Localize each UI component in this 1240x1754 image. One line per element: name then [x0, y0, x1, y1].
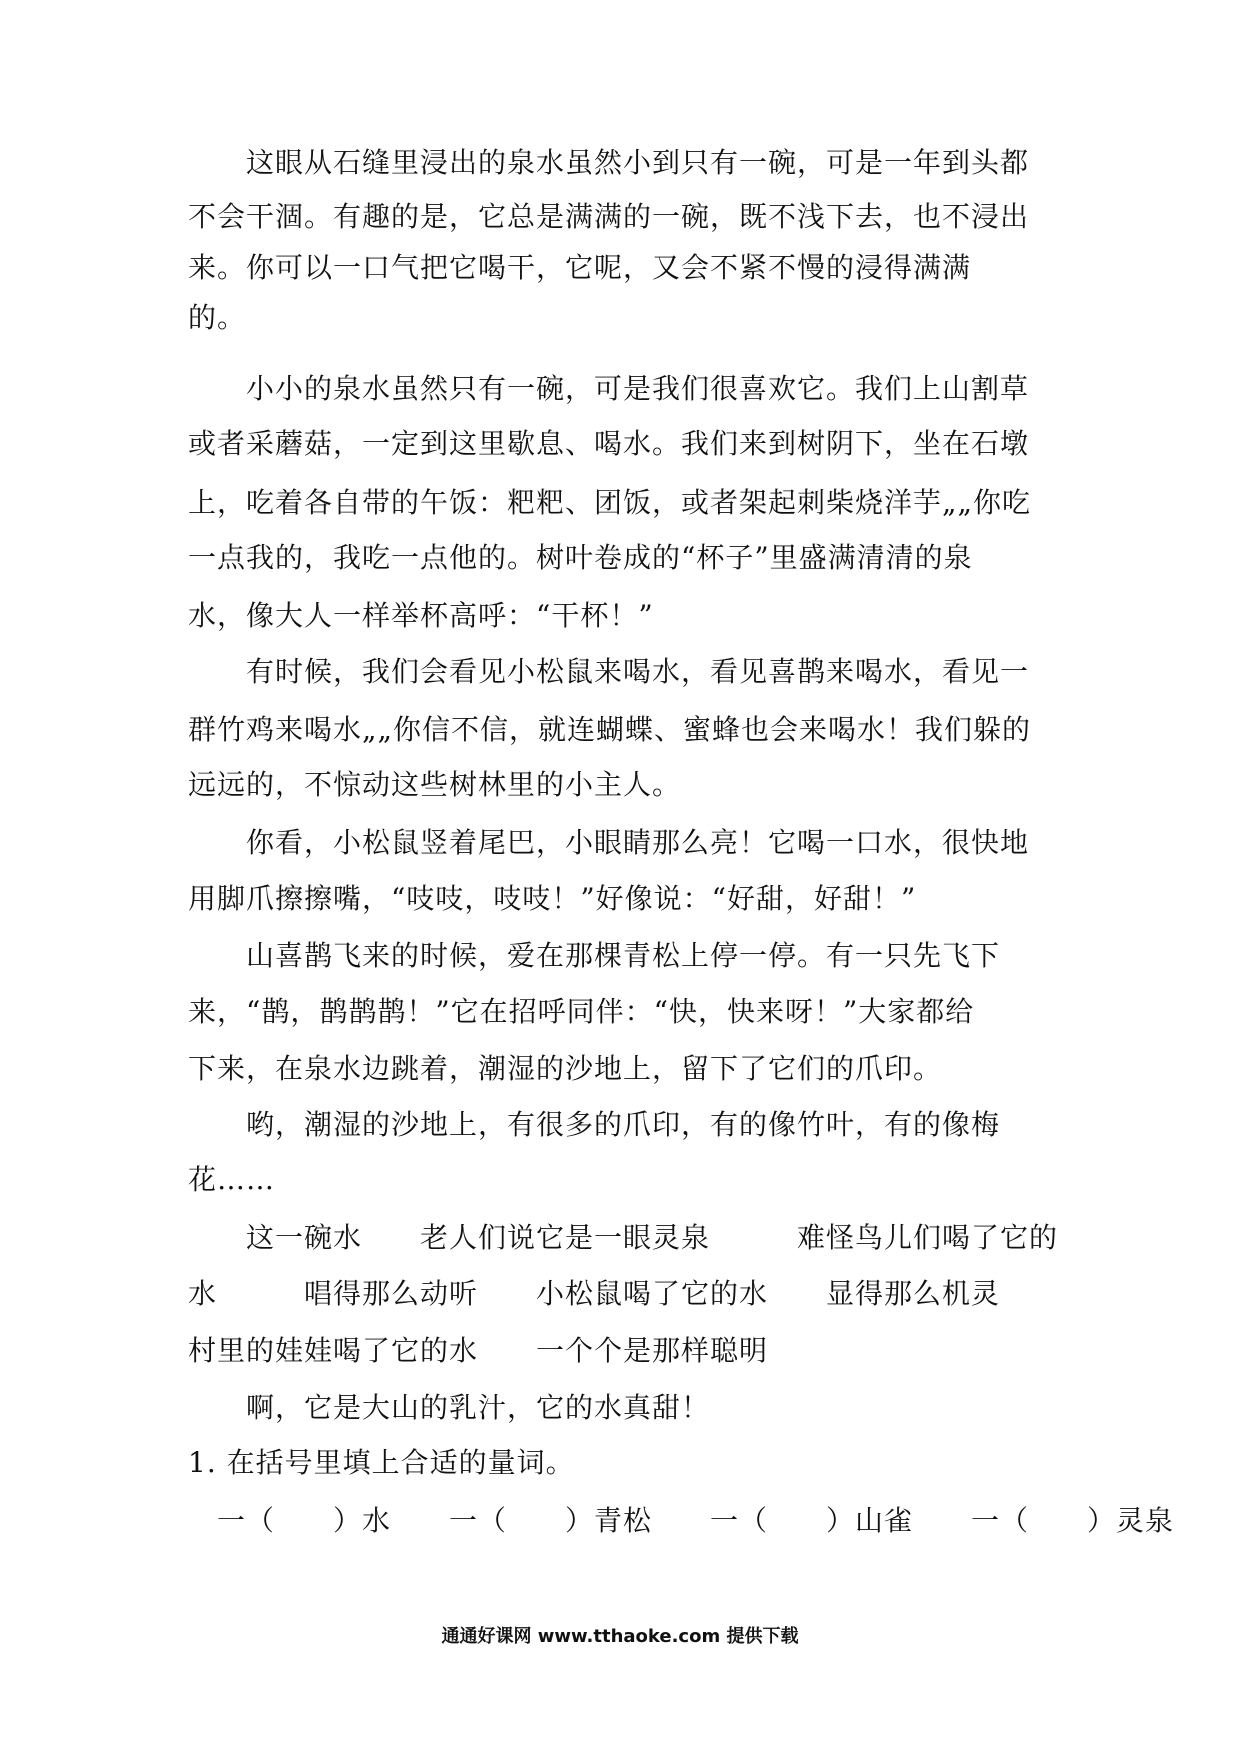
text-line: 上，吃着各自带的午饭：粑粑、团饭，或者架起刺柴烧洋芋„„你吃 — [188, 486, 1032, 519]
text-line: 小小的泉水虽然只有一碗，可是我们很喜欢它。我们上山割草 — [188, 372, 1030, 405]
text-line: 的。 — [188, 301, 247, 334]
footer-watermark: 通通好课网 www.tthaoke.com 提供下载 — [441, 1626, 799, 1647]
text-line: 啊，它是大山的乳汁，它的水真甜！ — [188, 1391, 711, 1424]
text-line: 来。你可以一口气把它喝干，它呢，又会不紧不慢的浸得满满 — [188, 251, 972, 284]
text-line: 不会干涸。有趣的是，它总是满满的一碗，既不浅下去，也不浸出 — [188, 200, 1030, 233]
text-line: 下来，在泉水边跳着，潮湿的沙地上，留下了它们的爪印。 — [188, 1052, 943, 1085]
text-line: 水，像大人一样举杯高呼：“干杯！” — [188, 599, 654, 632]
text-line: 水 唱得那么动听 小松鼠喝了它的水 显得那么机灵 — [188, 1277, 1001, 1310]
text-line: 远远的，不惊动这些树林里的小主人。 — [188, 768, 682, 801]
text-line: 花…… — [188, 1163, 276, 1196]
question-blanks: 一（ ）水 一（ ）青松 一（ ）山雀 一（ ）灵泉 — [188, 1504, 1175, 1537]
text-line: 用脚爪擦擦嘴，“吱吱，吱吱！”好像说：“好甜，好甜！” — [188, 882, 917, 915]
text-line: 哟，潮湿的沙地上，有很多的爪印，有的像竹叶，有的像梅 — [188, 1108, 1001, 1141]
text-line: 这一碗水 老人们说它是一眼灵泉 难怪鸟儿们喝了它的 — [188, 1221, 1059, 1254]
text-line: 村里的娃娃喝了它的水 一个个是那样聪明 — [188, 1334, 769, 1367]
text-line: 一点我的，我吃一点他的。树叶卷成的“杯子”里盛满清清的泉 — [188, 541, 973, 574]
question-heading: 1. 在括号里填上合适的量词。 — [188, 1446, 575, 1479]
text-line: 这眼从石缝里浸出的泉水虽然小到只有一碗，可是一年到头都 — [188, 146, 1030, 179]
text-line: 你看，小松鼠竖着尾巴，小眼睛那么亮！它喝一口水，很快地 — [188, 826, 1030, 859]
text-line: 群竹鸡来喝水„„你信不信，就连蝴蝶、蜜蜂也会来喝水！我们躲的 — [188, 713, 1032, 746]
text-line: 有时候，我们会看见小松鼠来喝水，看见喜鹊来喝水，看见一 — [188, 655, 1030, 688]
text-line: 或者采蘑菇，一定到这里歇息、喝水。我们来到树阴下，坐在石墩 — [188, 427, 1030, 460]
text-line: 来，“鹊，鹊鹊鹊！”它在招呼同伴：“快，快来呀！”大家都给 — [188, 995, 975, 1028]
text-line: 山喜鹊飞来的时候，爱在那棵青松上停一停。有一只先飞下 — [188, 939, 1001, 972]
